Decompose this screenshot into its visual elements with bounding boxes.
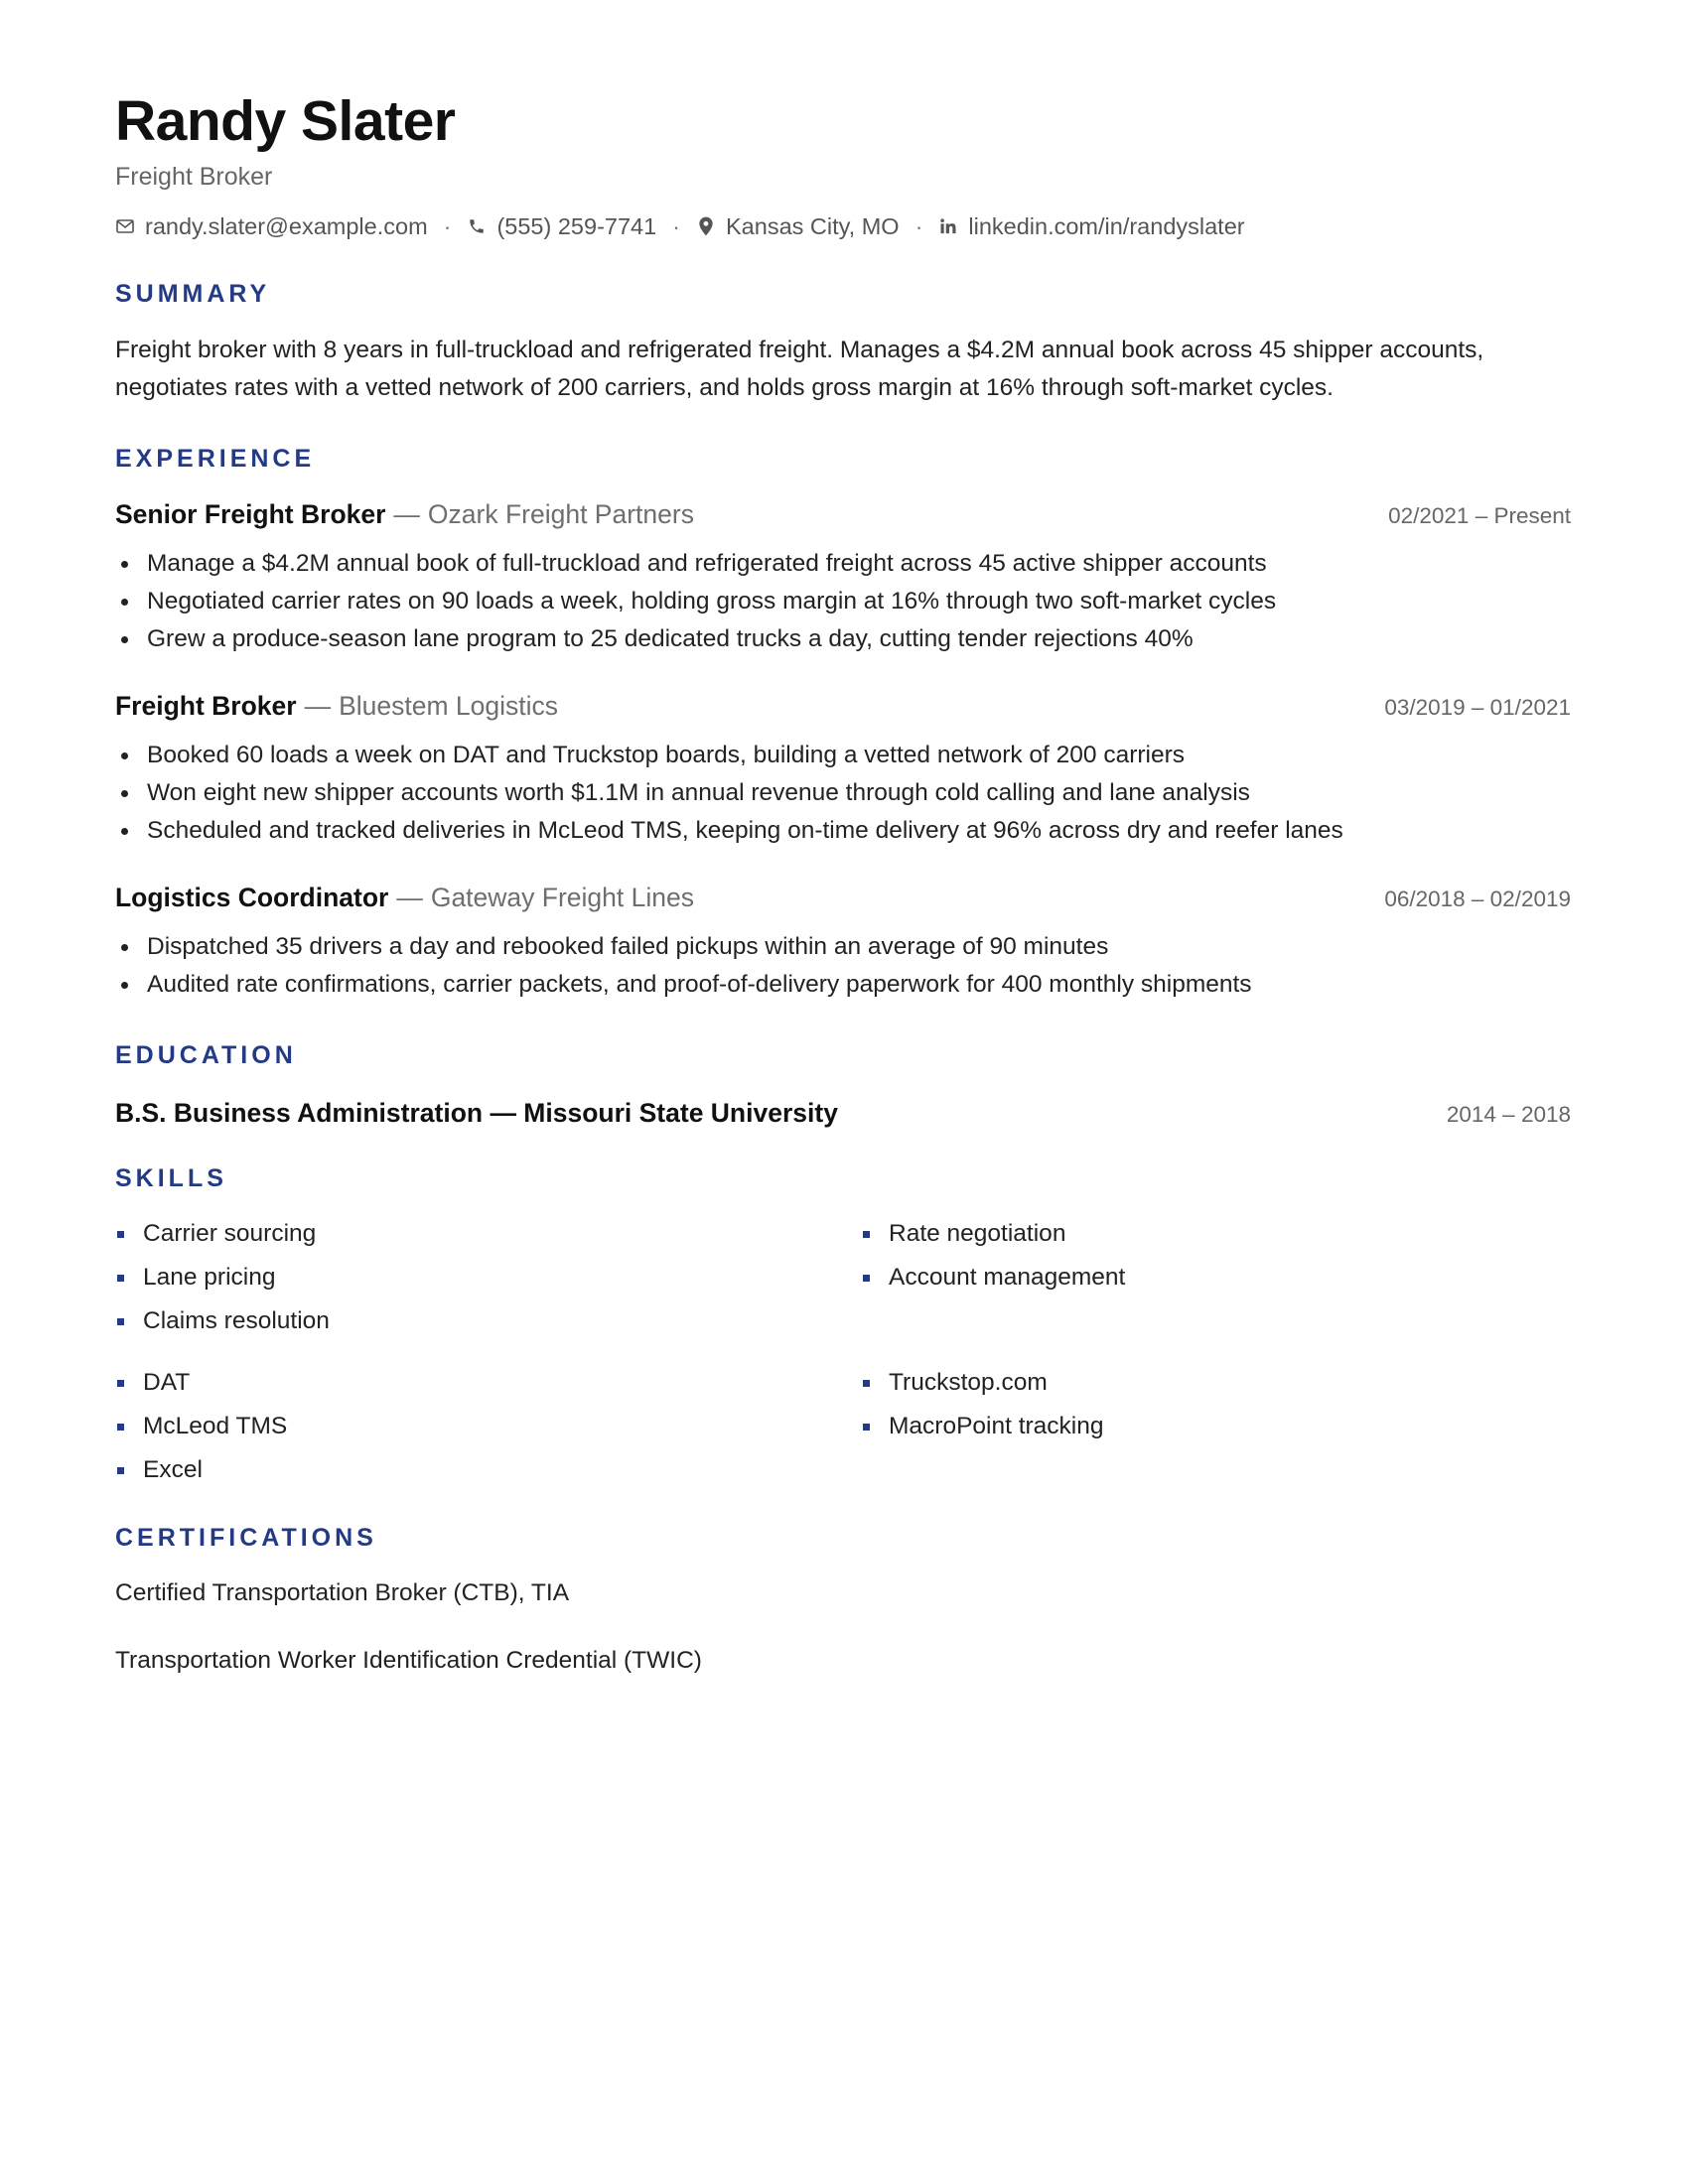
skill-item: Lane pricing: [115, 1256, 861, 1299]
contact-location: [696, 210, 900, 242]
bullet-dot-icon: [121, 982, 128, 989]
job-header: [115, 496, 1571, 537]
job-bullets: [115, 928, 1571, 1004]
job-bullet: Booked 60 loads a week on DAT and Truckstop boards, building a vetted network of 200 carriers: [115, 737, 1571, 774]
certification-item: Transportation Worker Identification Credential (TWIC): [115, 1647, 702, 1674]
bullet-dot-icon: [121, 944, 128, 951]
job-bullets: [115, 545, 1571, 658]
square-bullet-icon: [117, 1231, 124, 1238]
skill-item: Account management: [861, 1256, 1571, 1299]
phone-icon: [467, 216, 487, 236]
bullet-dot-icon: [121, 636, 128, 643]
skills-group: [115, 1212, 1571, 1343]
skill-item: Carrier sourcing: [115, 1212, 861, 1256]
education-dates: 2014 – 2018: [1446, 1102, 1571, 1127]
job-entry: [115, 880, 1571, 1004]
contact-separator: ·: [914, 213, 923, 239]
certifications-heading: CERTIFICATIONS: [115, 1524, 377, 1552]
job-company: Gateway Freight Lines: [430, 883, 694, 912]
job-dash: —: [393, 499, 420, 529]
job-bullet: Audited rate confirmations, carrier packets, and proof-of-delivery paperwork for 400 monthly shipments: [115, 966, 1571, 1004]
skills-group: [115, 1361, 1571, 1492]
square-bullet-icon: [117, 1380, 124, 1387]
job-dash: —: [396, 883, 423, 912]
education-heading: EDUCATION: [115, 1041, 297, 1069]
contact-email-text: randy.slater@example.com: [145, 213, 428, 239]
skill-item: Excel: [115, 1448, 861, 1492]
bullet-dot-icon: [121, 599, 128, 606]
square-bullet-icon: [863, 1231, 870, 1238]
skill-item: Claims resolution: [115, 1299, 861, 1343]
square-bullet-icon: [117, 1318, 124, 1325]
skill-item: MacroPoint tracking: [861, 1405, 1571, 1448]
square-bullet-icon: [863, 1275, 870, 1282]
summary-heading: SUMMARY: [115, 280, 271, 308]
job-dash: —: [304, 691, 332, 721]
square-bullet-icon: [117, 1424, 124, 1431]
job-bullet: Scheduled and tracked deliveries in McLeod TMS, keeping on-time delivery at 96% across dry and reefer lanes: [115, 812, 1571, 850]
skill-item: Truckstop.com: [861, 1361, 1571, 1405]
job-role: Senior Freight Broker: [115, 499, 386, 529]
square-bullet-icon: [117, 1467, 124, 1474]
job-bullet: Manage a $4.2M annual book of full-truckload and refrigerated freight across 45 active shipper accounts: [115, 545, 1571, 583]
job-header: [115, 880, 1571, 920]
job-bullet: Grew a produce-season lane program to 25 dedicated trucks a day, cutting tender rejections 40%: [115, 620, 1571, 658]
skill-item: Rate negotiation: [861, 1212, 1571, 1256]
job-header: [115, 688, 1571, 729]
linkedin-icon: [938, 216, 958, 236]
job-company: Ozark Freight Partners: [427, 499, 694, 529]
bullet-dot-icon: [121, 828, 128, 835]
square-bullet-icon: [863, 1380, 870, 1387]
job-bullets: [115, 737, 1571, 850]
contact-phone-text: (555) 259-7741: [496, 213, 657, 239]
contact-linkedin[interactable]: [938, 210, 1244, 242]
job-bullet: Negotiated carrier rates on 90 loads a week, holding gross margin at 16% through two soft-market cycles: [115, 583, 1571, 620]
education-degree: B.S. Business Administration — Missouri State University: [115, 1098, 838, 1128]
contact-row: [115, 210, 1571, 242]
candidate-name: Randy Slater: [115, 89, 456, 153]
mail-icon: [115, 216, 135, 236]
square-bullet-icon: [117, 1275, 124, 1282]
square-bullet-icon: [863, 1424, 870, 1431]
job-company: Bluestem Logistics: [339, 691, 559, 721]
bullet-dot-icon: [121, 561, 128, 568]
contact-phone[interactable]: [467, 210, 656, 242]
contact-email[interactable]: [115, 210, 428, 242]
contact-location-text: Kansas City, MO: [726, 213, 900, 239]
job-entry: [115, 496, 1571, 658]
contact-separator: ·: [672, 213, 680, 239]
candidate-headline: Freight Broker: [115, 163, 273, 191]
job-dates: 03/2019 – 01/2021: [1384, 695, 1571, 720]
skills-heading: SKILLS: [115, 1164, 227, 1192]
certification-item: Certified Transportation Broker (CTB), TIA: [115, 1579, 570, 1606]
location-pin-icon: [696, 216, 716, 236]
job-dates: 02/2021 – Present: [1388, 503, 1571, 528]
experience-heading: EXPERIENCE: [115, 445, 316, 473]
contact-separator: ·: [443, 213, 452, 239]
summary-text: Freight broker with 8 years in full-truckload and refrigerated freight. Manages a $4.2M annual book across 45 shipper accounts, negotiates rates with a vetted network of 200 carriers, and holds gross margin at 16% through soft-market cycles.: [115, 337, 1484, 401]
job-entry: [115, 688, 1571, 850]
bullet-dot-icon: [121, 752, 128, 759]
education-entry: [115, 1095, 1571, 1133]
contact-linkedin-text: linkedin.com/in/randyslater: [968, 213, 1245, 239]
job-role: Logistics Coordinator: [115, 883, 389, 912]
skill-item: McLeod TMS: [115, 1405, 861, 1448]
job-bullet: Dispatched 35 drivers a day and rebooked failed pickups within an average of 90 minutes: [115, 928, 1571, 966]
job-role: Freight Broker: [115, 691, 297, 721]
job-dates: 06/2018 – 02/2019: [1384, 887, 1571, 911]
bullet-dot-icon: [121, 790, 128, 797]
job-bullet: Won eight new shipper accounts worth $1.1M in annual revenue through cold calling and lane analysis: [115, 774, 1571, 812]
skill-item: DAT: [115, 1361, 861, 1405]
